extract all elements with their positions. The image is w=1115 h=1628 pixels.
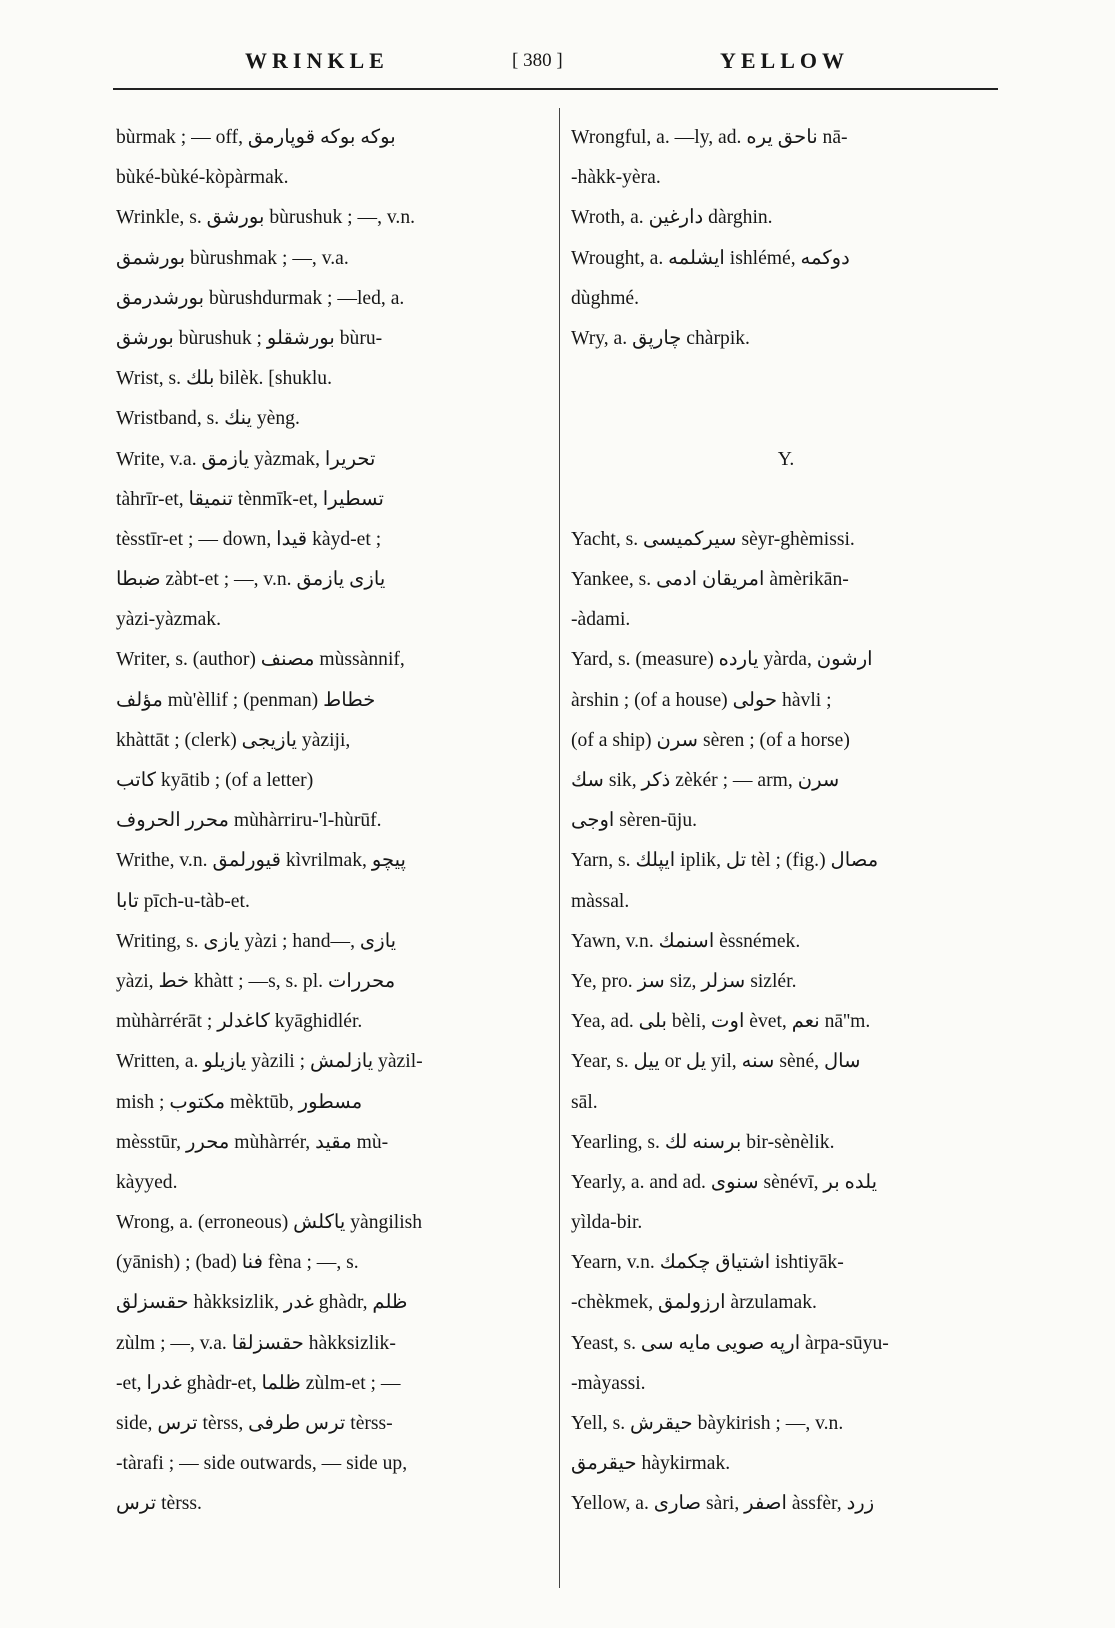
dictionary-line: Yearling, s. برسنه لك bir-sènèlik. <box>571 1131 835 1153</box>
dictionary-line: ضبطا zàbt-et ; —, v.n. يازى يازمق <box>116 569 386 591</box>
dictionary-line: اوجى sèren-ūju. <box>571 810 698 832</box>
spacer <box>571 399 1001 439</box>
dictionary-line: -màyassi. <box>571 1372 646 1394</box>
header-right-guide-word: YELLOW <box>720 48 850 73</box>
dictionary-line: بورشمق bùrushmak ; —, v.a. <box>116 247 349 269</box>
left-column <box>116 118 536 1525</box>
dictionary-line: Wry, a. چارپق chàrpik. <box>571 327 750 349</box>
dictionary-line: Writer, s. (author) مصنف mùssànnif, <box>116 649 405 671</box>
dictionary-line: Writing, s. يازى yàzi ; hand—, يازى <box>116 930 397 952</box>
dictionary-line: khàttāt ; (clerk) يازيجى yàziji, <box>116 729 351 751</box>
dictionary-line: Yacht, s. سيركميسى sèyr-ghèmissi. <box>571 528 855 550</box>
dictionary-line: zùlm ; —, v.a. حقسزلقا hàkksizlik- <box>116 1332 396 1354</box>
dictionary-line: sāl. <box>571 1091 598 1113</box>
dictionary-line: Wrought, a. ايشلمه ishlémé, دوكمه <box>571 247 850 269</box>
dictionary-line: bùké-bùké-kòpàrmak. <box>116 167 289 189</box>
dictionary-line: -et, غدرا ghàdr-et, ظلما zùlm-et ; — <box>116 1372 401 1394</box>
header-rule <box>113 88 998 90</box>
dictionary-line: -chèkmek, ارزولمق àrzulamak. <box>571 1292 817 1314</box>
dictionary-line: kàyyed. <box>116 1171 178 1193</box>
dictionary-line: Yeast, s. ارپه صويى مايه سى àrpa-sūyu- <box>571 1332 889 1354</box>
dictionary-line: Wrong, a. (erroneous) ياكلش yàngilish <box>116 1212 423 1234</box>
dictionary-line: Ye, pro. سز siz, سزلر sizlér. <box>571 970 797 992</box>
dictionary-line: Wroth, a. دارغين dàrghin. <box>571 207 773 229</box>
dictionary-line: Write, v.a. يازمق yàzmak, تحريرا <box>116 448 376 470</box>
dictionary-line: Yearn, v.n. اشتياق چكمك ishtiyāk- <box>571 1252 844 1274</box>
dictionary-line: Yarn, s. ايپلك iplik, تل tèl ; (fig.) مصال <box>571 850 879 872</box>
dictionary-line: بورشق bùrushuk ; بورشقلو bùru- <box>116 327 383 349</box>
spacer <box>571 359 1001 399</box>
dictionary-line: yàzi, خط khàtt ; —s, s. pl. محررات <box>116 970 396 992</box>
dictionary-line: yìlda-bir. <box>571 1212 643 1234</box>
page-number: [ 380 ] <box>512 50 563 71</box>
dictionary-line: Year, s. ييل or يل yil, سنه sèné, سال <box>571 1051 861 1073</box>
dictionary-line: Yellow, a. صارى sàri, اصفر àssfèr, زرد <box>571 1493 875 1515</box>
dictionary-line: Wrongful, a. —ly, ad. ناحق يره nā- <box>571 127 848 148</box>
dictionary-line: Yea, ad. بلى bèli, اوت èvet, نعم nā''m. <box>571 1011 871 1033</box>
dictionary-line: ترس tèrss. <box>116 1493 202 1515</box>
page-header <box>0 48 1115 88</box>
dictionary-line: سك sik, ذكر zèkér ; — arm, سرن <box>571 770 840 791</box>
dictionary-line: mèsstūr, محرر mùhàrrér, مقيد mù- <box>116 1131 389 1153</box>
dictionary-line: Wrist, s. بلك bilèk. [shuklu. <box>116 368 332 390</box>
dictionary-line: àrshin ; (of a house) حولى hàvli ; <box>571 689 832 711</box>
dictionary-line: -hàkk-yèra. <box>571 167 661 189</box>
dictionary-line: tàhrīr-et, تنميقا tènmīk-et, تسطيرا <box>116 488 384 510</box>
dictionary-line: Yell, s. حيقرش bàykirish ; —, v.n. <box>571 1413 844 1434</box>
dictionary-line: yàzi-yàzmak. <box>116 609 221 631</box>
right-column <box>571 118 1001 1525</box>
section-letter-heading: Y. <box>777 448 795 470</box>
dictionary-line: (yānish) ; (bad) فنا fèna ; —, s. <box>116 1252 359 1274</box>
dictionary-line: Written, a. يازيلو yàzili ; يازلمش yàzil- <box>116 1051 423 1073</box>
header-left-guide-word: WRINKLE <box>245 48 389 73</box>
dictionary-line: mish ; مكتوب mèktūb, مسطور <box>116 1091 363 1113</box>
dictionary-line: Writhe, v.n. قيورلمق kìvrilmak, پيچو <box>116 850 406 872</box>
dictionary-line: Yankee, s. امريقان ادمى àmèrikān- <box>571 569 849 591</box>
dictionary-line: Wrinkle, s. بورشق bùrushuk ; —, v.n. <box>116 207 416 229</box>
dictionary-line: màssal. <box>571 890 630 912</box>
dictionary-line: حقسزلق hàkksizlik, غدر ghàdr, ظلم <box>116 1292 408 1314</box>
dictionary-line: dùghmé. <box>571 287 640 309</box>
dictionary-line: tèsstīr-et ; — down, قيدا kàyd-et ; <box>116 528 382 550</box>
dictionary-line: bùrmak ; — off, بوکه بوکه قوپارمق <box>116 127 396 148</box>
dictionary-line: تابا pīch-u-tàb-et. <box>116 890 250 912</box>
column-divider <box>559 108 560 1588</box>
dictionary-line: Wristband, s. ينك yèng. <box>116 408 300 430</box>
dictionary-line: Yearly, a. and ad. سنوى sènévī, يلده بر <box>571 1171 878 1193</box>
dictionary-line: محرر الحروف mùhàrriru-'l-hùrūf. <box>116 810 382 832</box>
dictionary-line: Yawn, v.n. اسنمك èssnémek. <box>571 930 801 952</box>
dictionary-line: كاتب kyātib ; (of a letter) <box>116 770 314 791</box>
dictionary-line: mùhàrrérāt ; كاغدلر kyāghidlér. <box>116 1011 363 1033</box>
dictionary-line: -àdami. <box>571 609 631 631</box>
dictionary-line: بورشدرمق bùrushdurmak ; —led, a. <box>116 287 405 309</box>
dictionary-line: مؤلف mù'èllif ; (penman) خطاط <box>116 689 376 711</box>
dictionary-line: -tàrafi ; — side outwards, — side up, <box>116 1453 408 1475</box>
dictionary-line: Yard, s. (measure) يارده yàrda, ارشون <box>571 649 873 671</box>
spacer <box>571 480 1001 520</box>
dictionary-line: side, ترس tèrss, ترس طرفى tèrss- <box>116 1413 393 1434</box>
dictionary-line: حيقرمق hàykirmak. <box>571 1453 731 1475</box>
dictionary-line: (of a ship) سرن sèren ; (of a horse) <box>571 729 850 751</box>
